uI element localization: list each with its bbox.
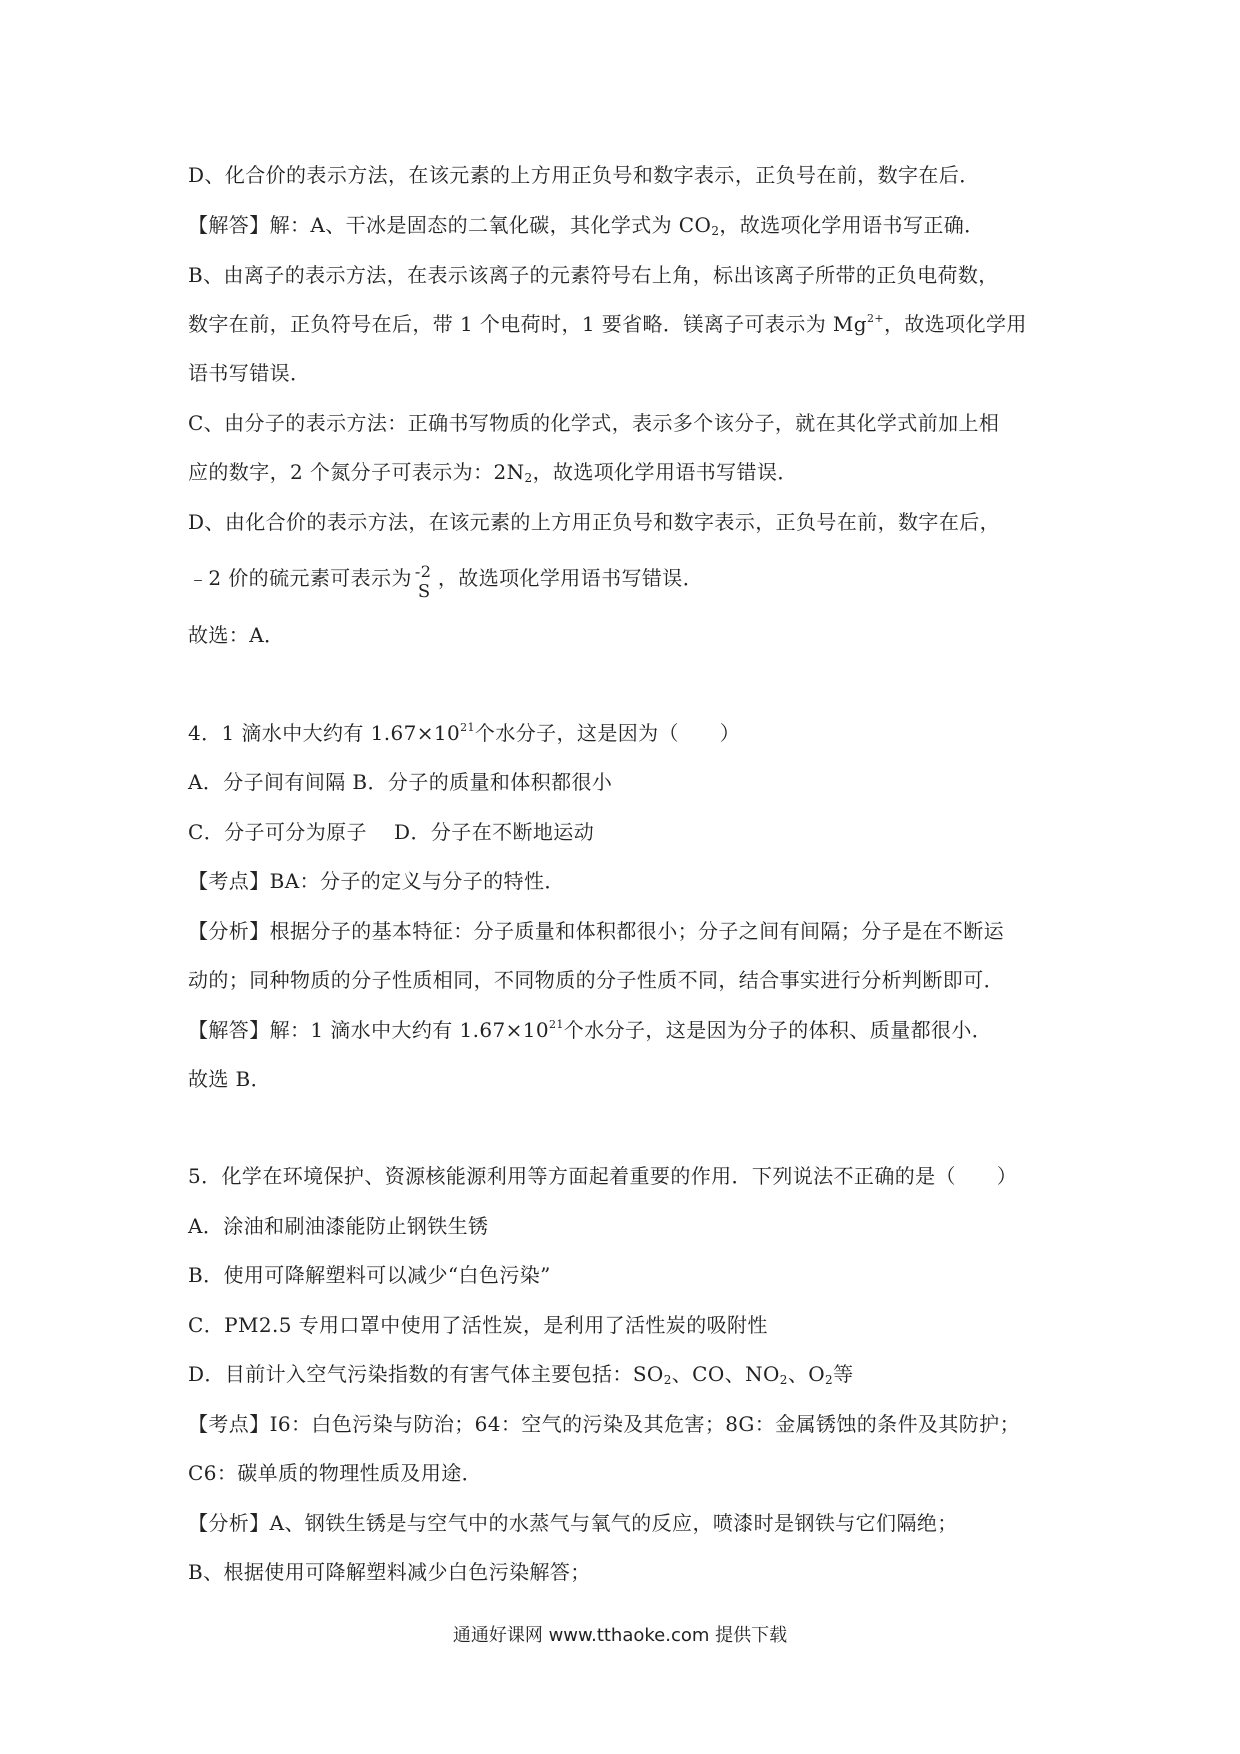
question-4-answer: 故选 B． xyxy=(188,1067,272,1091)
question-4-stem: 4．1 滴水中大约有 $1.67\times 10^{21}$个水分子，这是因为（ ） xyxy=(188,721,741,745)
question-5-option-b: B．使用可降解塑料可以减少“白色污染” xyxy=(188,1263,551,1287)
text-line: 【解答】解：A、干冰是固态的二氧化碳，其化学式为 $CO_2$，故选项化学用语书写正确． xyxy=(188,213,985,238)
text-line: 数字在前，正负符号在后，带 1 个电荷时，1 要省略．镁离子可表示为 $Mg^{2+}$，故选项化学用 xyxy=(188,312,1027,336)
question-5-option-c: C．PM2.5 专用口罩中使用了活性炭，是利用了活性炭的吸附性 xyxy=(188,1313,768,1337)
question-4-analysis: 动的；同种物质的分子性质相同，不同物质的分子性质不同，结合事实进行分析判断即可． xyxy=(188,968,1004,992)
question-5-analysis: B、根据使用可降解塑料减少白色污染解答； xyxy=(188,1560,591,1584)
page-footer: 通通好课网 www.tthaoke.com 提供下载 xyxy=(452,1625,788,1646)
text-line: 应的数字，2 个氮分子可表示为：$2N_2$，故选项化学用语书写错误． xyxy=(188,460,798,485)
text-line: C、由分子的表示方法：正确书写物质的化学式，表示多个该分子，就在其化学式前加上相 xyxy=(188,411,1000,435)
question-5-stem: 5．化学在环境保护、资源核能源利用等方面起着重要的作用．下列说法不正确的是（ ） xyxy=(188,1164,1018,1188)
valence-notation: -2 S xyxy=(414,561,432,602)
question-5-option-d: D．目前计入空气污染指数的有害气体主要包括：$SO_2$、CO、$NO_2$、$O_2$等 xyxy=(188,1362,854,1387)
question-5-analysis: 【分析】A、钢铁生锈是与空气中的水蒸气与氧气的反应，喷漆时是钢铁与它们隔绝； xyxy=(188,1511,958,1535)
text-line: D、由化合价的表示方法，在该元素的上方用正负号和数字表示，正负号在前，数字在后， xyxy=(188,510,1001,534)
question-5-option-a: A．涂油和刷油漆能防止钢铁生锈 xyxy=(188,1214,489,1238)
question-5-kaodian: 【考点】I6：白色污染与防治；64：空气的污染及其危害；8G：金属锈蚀的条件及其防护； xyxy=(188,1412,1020,1436)
question-4-solution: 【解答】解：1 滴水中大约有 $1.67\times 10^{21}$个水分子，这是因为分子的体积、质量都很小． xyxy=(188,1018,993,1042)
question-4-options-cd: C．分子可分为原子 D．分子在不断地运动 xyxy=(188,820,595,844)
question-4-kaodian: 【考点】BA：分子的定义与分子的特性． xyxy=(188,869,565,893)
text-line: ﹣2 价的硫元素可表示为 -2 S ，故选项化学用语书写错误． xyxy=(188,561,704,602)
text-line: 语书写错误． xyxy=(188,361,311,385)
question-4-analysis: 【分析】根据分子的基本特征：分子质量和体积都很小；分子之间有间隔；分子是在不断运 xyxy=(188,919,1004,943)
text-line: D、化合价的表示方法，在该元素的上方用正负号和数字表示，正负号在前，数字在后． xyxy=(188,163,980,187)
question-5-kaodian: C6：碳单质的物理性质及用途． xyxy=(188,1461,483,1485)
question-4-options-ab: A．分子间有间隔 B．分子的质量和体积都很小 xyxy=(188,770,613,794)
text-line: 故选：A． xyxy=(188,623,285,647)
text-line: B、由离子的表示方法，在表示该离子的元素符号右上角，标出该离子所带的正负电荷数， xyxy=(188,263,999,287)
